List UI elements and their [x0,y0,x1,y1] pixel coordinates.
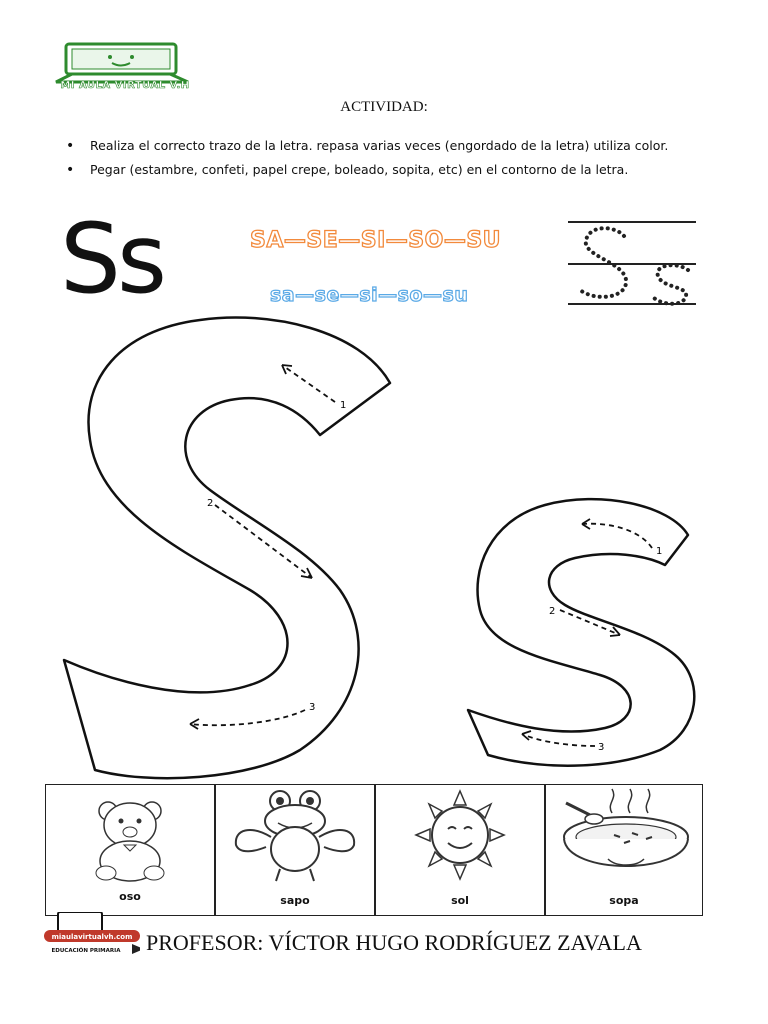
instruction-item: • Realiza el correcto trazo de la letra. repasa varias veces (engordado de la letra) utiliza color. [62,134,712,158]
step-number: 3 [309,702,316,713]
word-label: sopa [609,894,639,907]
lowercase-s-outline [468,499,694,766]
word-card-oso [45,784,215,916]
word-label: sol [451,894,469,907]
syllables-upper: SA—SE—SI—SO—SU [250,228,502,253]
frog-icon [216,785,374,885]
logo-text: MI AULA VIRTUAL V.H [60,80,190,91]
letter-display: Ss [60,203,163,315]
footer-logo-subtext: EDUCACIÓN PRIMARIA [51,948,121,954]
syllables-lower: sa—se—si—so—su [270,284,469,306]
teacher-name: PROFESOR: VÍCTOR HUGO RODRÍGUEZ ZAVALA [146,930,642,955]
word-label: oso [119,890,141,903]
handwriting-guide [568,218,696,308]
word-card-sapo [215,784,375,916]
sun-icon [376,785,544,885]
word-card-sopa [545,784,703,916]
footer-logo [44,912,140,958]
step-number: 1 [656,546,663,557]
instruction-list [62,134,712,182]
bear-icon [46,785,214,885]
page-title: ACTIVIDAD: [340,99,428,115]
word-label: sapo [280,894,310,907]
step-number: 1 [340,400,347,411]
step-number: 2 [549,606,556,617]
word-card-sol [375,784,545,916]
word-cards [45,784,701,916]
step-number: 3 [598,742,605,753]
footer-logo-text: miaulavirtualvh.com [51,933,133,941]
letter-outline-area [0,310,768,780]
instruction-item: • Pegar (estambre, confeti, papel crepe, boleado, sopita, etc) en el contorno de la letra. [62,158,712,182]
uppercase-s-outline [64,318,390,779]
soup-bowl-icon [546,785,702,885]
step-number: 2 [207,498,214,509]
